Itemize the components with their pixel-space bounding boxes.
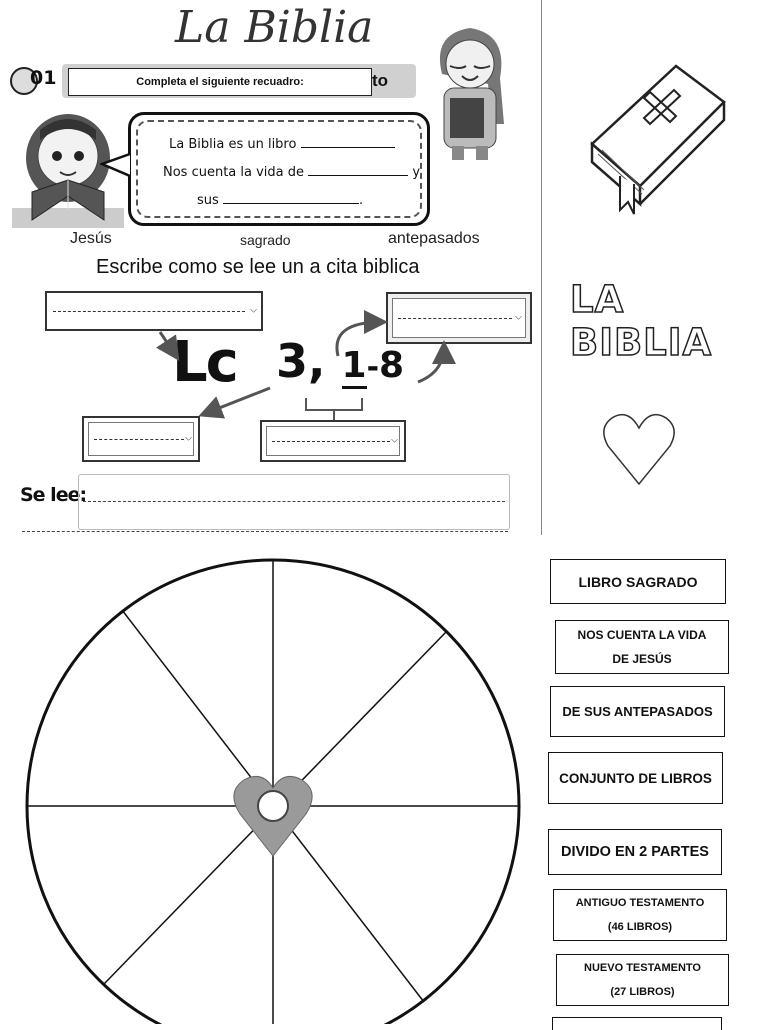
section-divider [22, 531, 508, 532]
right-panel-title: LA BIBLIA [570, 278, 713, 364]
label-nos-cuenta[interactable]: NOS CUENTA LA VIDA DE JESÚS [555, 620, 729, 674]
chevron-down-icon: ⌵ [391, 434, 398, 445]
label-antiguo-testamento[interactable]: ANTIGUO TESTAMENTO (46 LIBROS) [553, 889, 727, 941]
citation-reference: 3, 1-8 [276, 334, 405, 388]
citation-verse-start: 1 [342, 345, 367, 389]
se-lee-input[interactable] [78, 474, 510, 530]
citation-heading: Escribe como se lee un a cita biblica [96, 256, 420, 278]
chevron-down-icon: ⌵ [515, 311, 522, 322]
bubble-line-1: La Biblia es un libro [169, 137, 297, 152]
citation-chapter: 3 [276, 334, 309, 388]
label-libro-sagrado[interactable]: LIBRO SAGRADO [550, 559, 726, 604]
chevron-down-icon: ⌵ [185, 432, 192, 443]
label-conjunto-libros[interactable]: CONJUNTO DE LIBROS [548, 752, 723, 804]
bible-wheel [22, 548, 524, 1024]
instruction-tail: to [372, 71, 389, 90]
fill-in-bubble: La Biblia es un libro Nos cuenta la vida de y sus . [128, 112, 430, 226]
word-bank-antepasados: antepasados [388, 230, 480, 247]
label-nuevo-testamento[interactable]: NUEVO TESTAMENTO (27 LIBROS) [556, 954, 729, 1006]
worksheet-title: La Biblia [175, 2, 374, 53]
bible-cross-icon [584, 58, 730, 216]
citation-arrows [0, 0, 540, 470]
label-dos-partes[interactable]: DIVIDO EN 2 PARTES [548, 829, 722, 875]
se-lee-label: Se lee: [20, 484, 87, 506]
word-bank-jesus: Jesús [70, 230, 112, 247]
vertical-divider [541, 0, 542, 535]
citation-book: Lc [172, 330, 237, 395]
word-bank-sagrado: sagrado [240, 232, 291, 248]
exercise-number-badge: 01 [8, 64, 60, 94]
instruction-text: Completa el siguiente recuadro: [68, 68, 372, 96]
chevron-down-icon: ⌵ [250, 304, 257, 315]
heart-outline-icon [602, 410, 676, 488]
citation-verse-end: 8 [379, 345, 405, 386]
label-antepasados[interactable]: DE SUS ANTEPASADOS [550, 686, 725, 737]
bubble-line-2: Nos cuenta la vida de [163, 165, 305, 180]
bubble-line-3: sus [197, 193, 219, 208]
